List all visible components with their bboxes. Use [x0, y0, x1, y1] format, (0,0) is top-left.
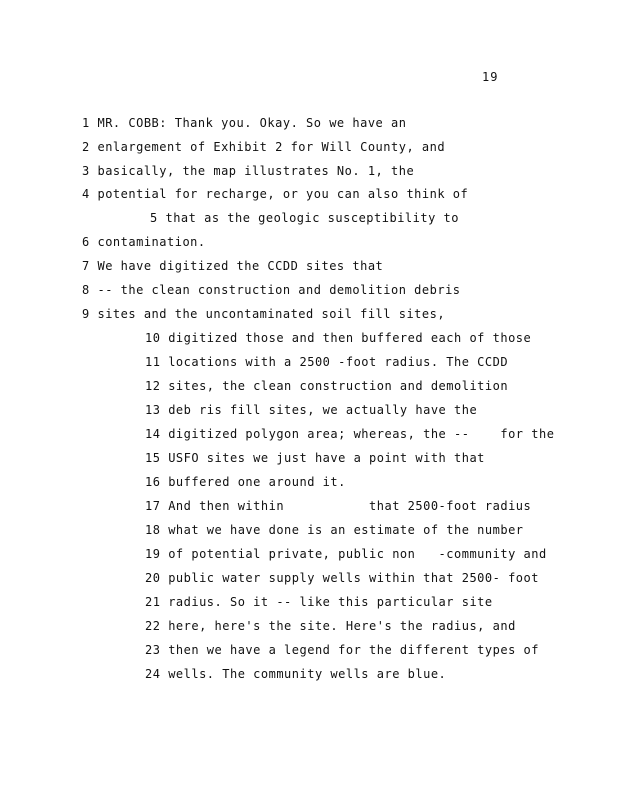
line-text: sites, the clean construction and demolition — [168, 379, 509, 393]
line-number: 4 — [82, 187, 90, 201]
line-text: of potential private, public non -community and — [168, 547, 547, 561]
line-number: 20 — [145, 571, 161, 585]
transcript-line — [145, 451, 485, 465]
line-number: 9 — [82, 307, 90, 321]
line-text: -- the clean construction and demolition debris — [97, 283, 461, 297]
line-text: MR. COBB: Thank you. Okay. So we have an — [97, 116, 407, 130]
line-text: deb ris fill sites, we actually have the — [168, 403, 478, 417]
transcript-line — [145, 355, 508, 369]
line-text: public water supply wells within that 2500- foot — [168, 571, 539, 585]
transcript-line — [82, 283, 461, 297]
line-number: 13 — [145, 403, 161, 417]
transcript-line — [145, 379, 508, 393]
line-text: digitized those and then buffered each of those — [168, 331, 532, 345]
line-text: what we have done is an estimate of the number — [168, 523, 524, 537]
line-number: 16 — [145, 475, 161, 489]
transcript-line — [145, 331, 531, 345]
line-number: 18 — [145, 523, 161, 537]
line-text: contamination. — [97, 235, 206, 249]
line-text: basically, the map illustrates No. 1, the — [97, 164, 415, 178]
transcript-line — [145, 499, 531, 513]
line-text: then we have a legend for the different types of — [168, 643, 539, 657]
line-number: 2 — [82, 140, 90, 154]
transcript-line — [145, 475, 346, 489]
line-number: 22 — [145, 619, 161, 633]
line-text: USFO sites we just have a point with that — [168, 451, 485, 465]
line-text: radius. So it -- like this particular site — [168, 595, 493, 609]
line-number: 5 — [150, 211, 158, 225]
transcript-line — [145, 571, 539, 585]
transcript-line — [82, 235, 206, 249]
line-text: buffered one around it. — [168, 475, 346, 489]
transcript-line — [145, 427, 554, 441]
line-text: wells. The community wells are blue. — [168, 667, 447, 681]
line-number: 15 — [145, 451, 161, 465]
line-text: And then within that 2500-foot radius — [168, 499, 532, 513]
transcript-line — [82, 307, 445, 321]
line-text: We have digitized the CCDD sites that — [97, 259, 384, 273]
transcript-line — [150, 211, 459, 225]
transcript-line — [145, 595, 493, 609]
line-number: 8 — [82, 283, 90, 297]
line-number: 14 — [145, 427, 161, 441]
line-number: 12 — [145, 379, 161, 393]
transcript-line — [82, 259, 383, 273]
transcript-line — [145, 547, 547, 561]
transcript-line — [82, 116, 406, 130]
line-text: potential for recharge, or you can also think of — [97, 187, 469, 201]
transcript-line — [145, 619, 516, 633]
transcript-line — [145, 523, 524, 537]
line-number: 1 — [82, 116, 90, 130]
line-number: 23 — [145, 643, 161, 657]
line-text: locations with a 2500 -foot radius. The CCDD — [168, 355, 509, 369]
line-text: sites and the uncontaminated soil fill sites, — [97, 307, 446, 321]
line-number: 21 — [145, 595, 161, 609]
line-number: 24 — [145, 667, 161, 681]
transcript-line — [145, 667, 446, 681]
transcript-line — [145, 643, 539, 657]
transcript-line — [82, 187, 468, 201]
line-number: 3 — [82, 164, 90, 178]
line-number: 19 — [145, 547, 161, 561]
line-number: 17 — [145, 499, 161, 513]
transcript-line — [145, 403, 477, 417]
transcript-line — [82, 140, 445, 154]
line-number: 7 — [82, 259, 90, 273]
line-number: 11 — [145, 355, 161, 369]
line-text: that as the geologic susceptibility to — [165, 211, 460, 225]
line-number: 6 — [82, 235, 90, 249]
line-number: 10 — [145, 331, 161, 345]
page-number: 19 — [482, 70, 499, 84]
line-text: digitized polygon area; whereas, the -- for the — [168, 427, 555, 441]
line-text: enlargement of Exhibit 2 for Will County, and — [97, 140, 446, 154]
transcript-line — [82, 164, 414, 178]
line-text: here, here's the site. Here's the radius, and — [168, 619, 516, 633]
